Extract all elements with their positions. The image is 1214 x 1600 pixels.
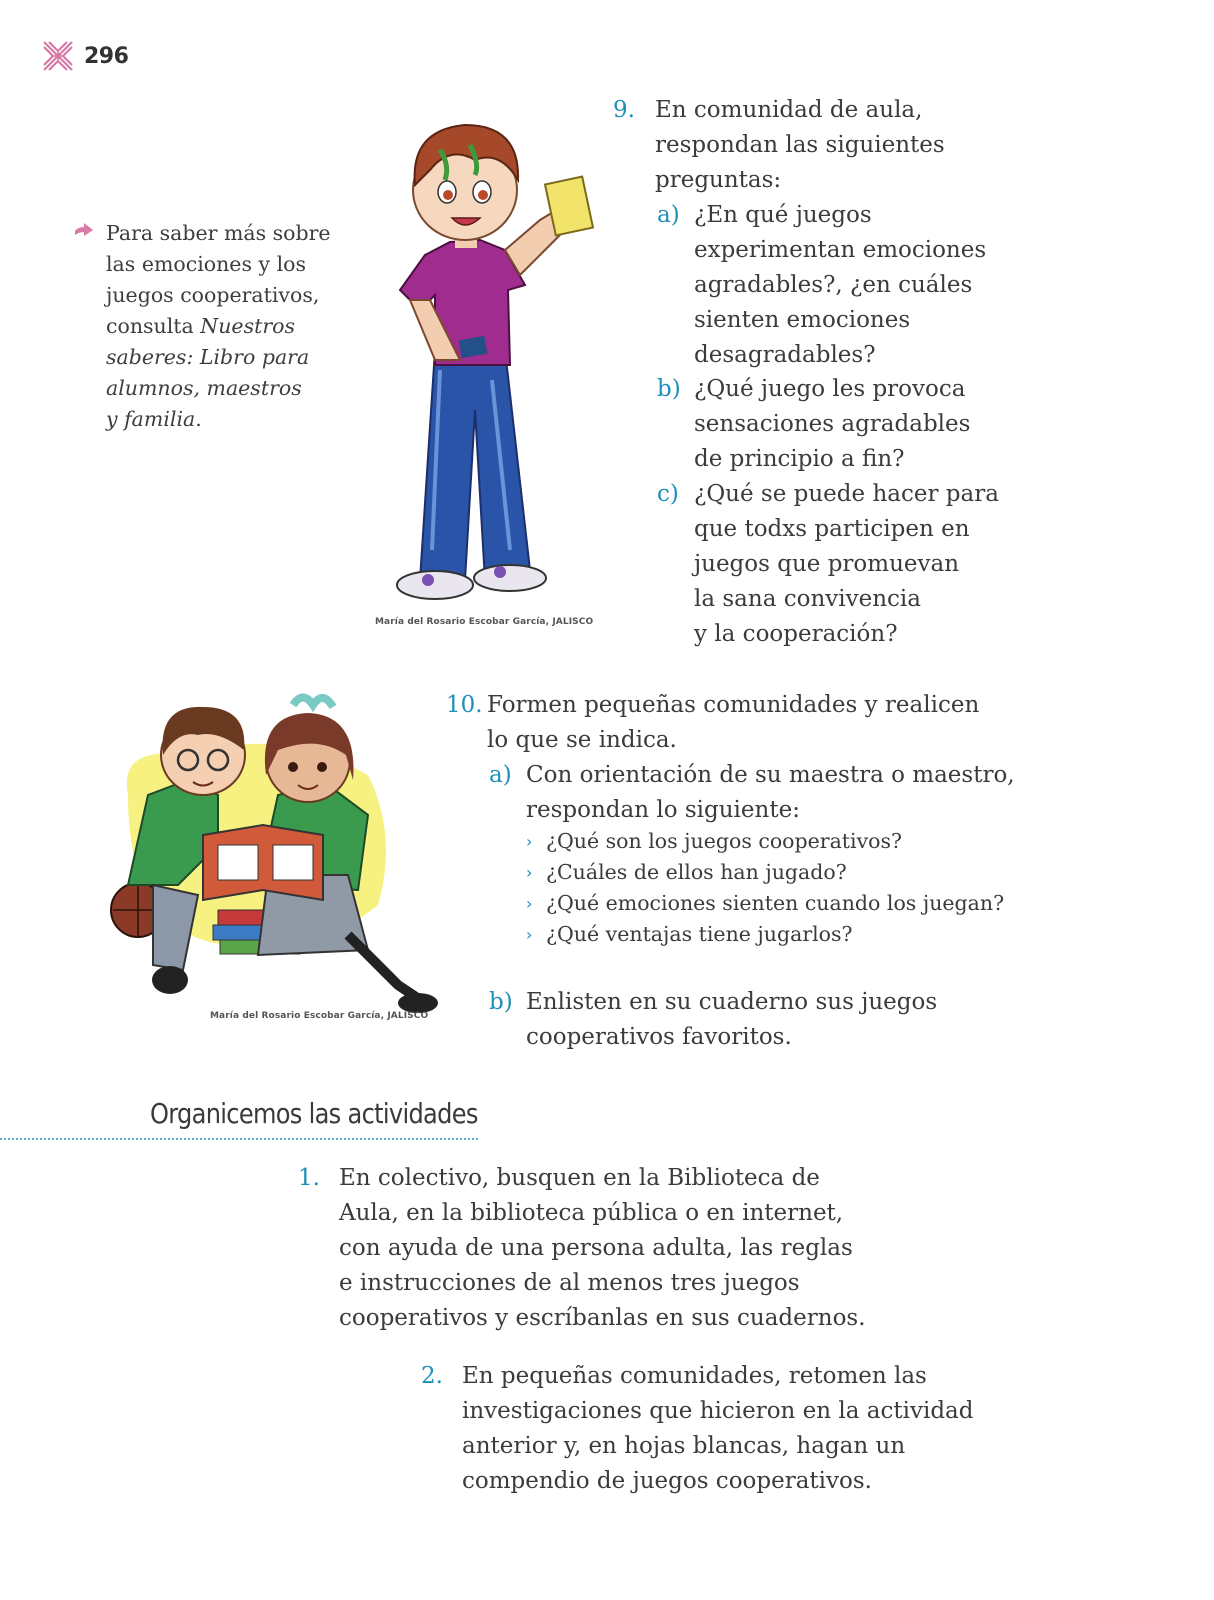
subquestion-letter: b)	[657, 376, 681, 402]
sidenote-line: juegos cooperativos,	[106, 283, 320, 307]
list-item	[526, 826, 1004, 857]
sidenote-line: .	[195, 407, 202, 431]
subquestion-letter: c)	[657, 481, 679, 507]
sidenote-text	[106, 218, 344, 435]
text-line: Con orientación de su maestra o maestro,	[526, 762, 1015, 788]
subquestion-a	[526, 758, 1015, 828]
activity-2	[421, 1359, 1041, 1509]
text-line: sienten emociones	[694, 307, 911, 333]
text-line: investigaciones que hicieron en la actividad	[462, 1398, 974, 1424]
sidenote-line: consulta	[106, 314, 201, 338]
subquestion-c	[694, 477, 999, 652]
text-line: compendio de juegos cooperativos.	[462, 1468, 872, 1494]
chevron-right-icon: ›	[526, 894, 533, 913]
children-reading-illustration	[108, 685, 443, 1015]
question-text	[487, 688, 979, 758]
question-number: 9.	[613, 97, 635, 123]
text-line: ¿En qué juegos	[694, 202, 872, 228]
book-title-part: saberes: Libro para	[106, 345, 310, 369]
subquestion-b	[526, 985, 937, 1055]
book-title-part: Nuestros	[200, 314, 295, 338]
book-title-part: y familia	[106, 407, 196, 431]
text-line: respondan las siguientes	[655, 132, 945, 158]
sidenote	[74, 218, 344, 435]
book-title-part: alumnos, maestros	[106, 376, 302, 400]
text-line: que todxs participen en	[694, 516, 970, 542]
list-item-text: ¿Qué ventajas tiene jugarlos?	[546, 922, 853, 946]
activity-number: 1.	[298, 1165, 320, 1191]
list-item	[526, 888, 1004, 919]
text-line: ¿Qué se puede hacer para	[694, 481, 999, 507]
section-title: Organicemos las actividades	[150, 1097, 478, 1130]
subquestion-letter: a)	[657, 202, 680, 228]
question-text	[655, 93, 945, 198]
activity-number: 2.	[421, 1363, 443, 1389]
list-item-text: ¿Cuáles de ellos han jugado?	[546, 860, 847, 884]
text-line: juegos que promuevan	[694, 551, 960, 577]
text-line: ¿Qué juego les provoca	[694, 376, 966, 402]
illustration-credit: María del Rosario Escobar García, JALISCO	[375, 617, 594, 627]
list-item-text: ¿Qué emociones sienten cuando los juegan?	[546, 891, 1005, 915]
text-line: En colectivo, busquen en la Biblioteca de	[339, 1165, 820, 1191]
text-line: sensaciones agradables	[694, 411, 971, 437]
page-number: 296	[84, 43, 129, 69]
illustration-credit: María del Rosario Escobar García, JALISCO	[210, 1011, 429, 1021]
text-line: de principio a fin?	[694, 446, 905, 472]
text-line: respondan lo siguiente:	[526, 797, 800, 823]
text-line: En comunidad de aula,	[655, 97, 923, 123]
list-item-text: ¿Qué son los juegos cooperativos?	[546, 829, 903, 853]
activity-1	[298, 1161, 918, 1341]
text-line: cooperativos y escríbanlas en sus cuadernos.	[339, 1305, 866, 1331]
list-item	[526, 919, 1004, 950]
text-line: cooperativos favoritos.	[526, 1024, 792, 1050]
text-line: con ayuda de una persona adulta, las reglas	[339, 1235, 853, 1261]
text-line: e instrucciones de al menos tres juegos	[339, 1270, 800, 1296]
question-9	[613, 93, 1043, 653]
sidenote-line: las emociones y los	[106, 252, 306, 276]
chevron-right-icon: ›	[526, 925, 533, 944]
text-line: Aula, en la biblioteca pública o en internet,	[339, 1200, 844, 1226]
activity-text	[462, 1359, 974, 1499]
bullet-list	[526, 826, 1004, 950]
text-line: En pequeñas comunidades, retomen las	[462, 1363, 927, 1389]
chevron-right-icon: ›	[526, 832, 533, 851]
text-line: Enlisten en su cuaderno sus juegos	[526, 989, 938, 1015]
activity-text	[339, 1161, 866, 1336]
text-line: y la cooperación?	[694, 621, 898, 647]
section-divider	[0, 1138, 478, 1140]
ornament-icon	[40, 38, 76, 74]
text-line: desagradables?	[694, 342, 876, 368]
page-header	[40, 38, 128, 74]
text-line: Formen pequeñas comunidades y realicen	[487, 692, 980, 718]
subquestion-b	[694, 372, 970, 477]
list-item	[526, 857, 1004, 888]
subquestion-a	[694, 198, 986, 373]
text-line: agradables?, ¿en cuáles	[694, 272, 973, 298]
subquestion-letter: a)	[489, 762, 512, 788]
text-line: experimentan emociones	[694, 237, 987, 263]
question-number: 10.	[446, 692, 483, 718]
subquestion-letter: b)	[489, 989, 513, 1015]
sidenote-line: Para saber más sobre	[106, 221, 331, 245]
arrow-right-icon	[74, 222, 94, 238]
text-line: lo que se indica.	[487, 727, 677, 753]
text-line: anterior y, en hojas blancas, hagan un	[462, 1433, 906, 1459]
boy-illustration	[380, 110, 610, 610]
chevron-right-icon: ›	[526, 863, 533, 882]
text-line: preguntas:	[655, 167, 782, 193]
question-10	[446, 688, 1066, 1068]
text-line: la sana convivencia	[694, 586, 921, 612]
